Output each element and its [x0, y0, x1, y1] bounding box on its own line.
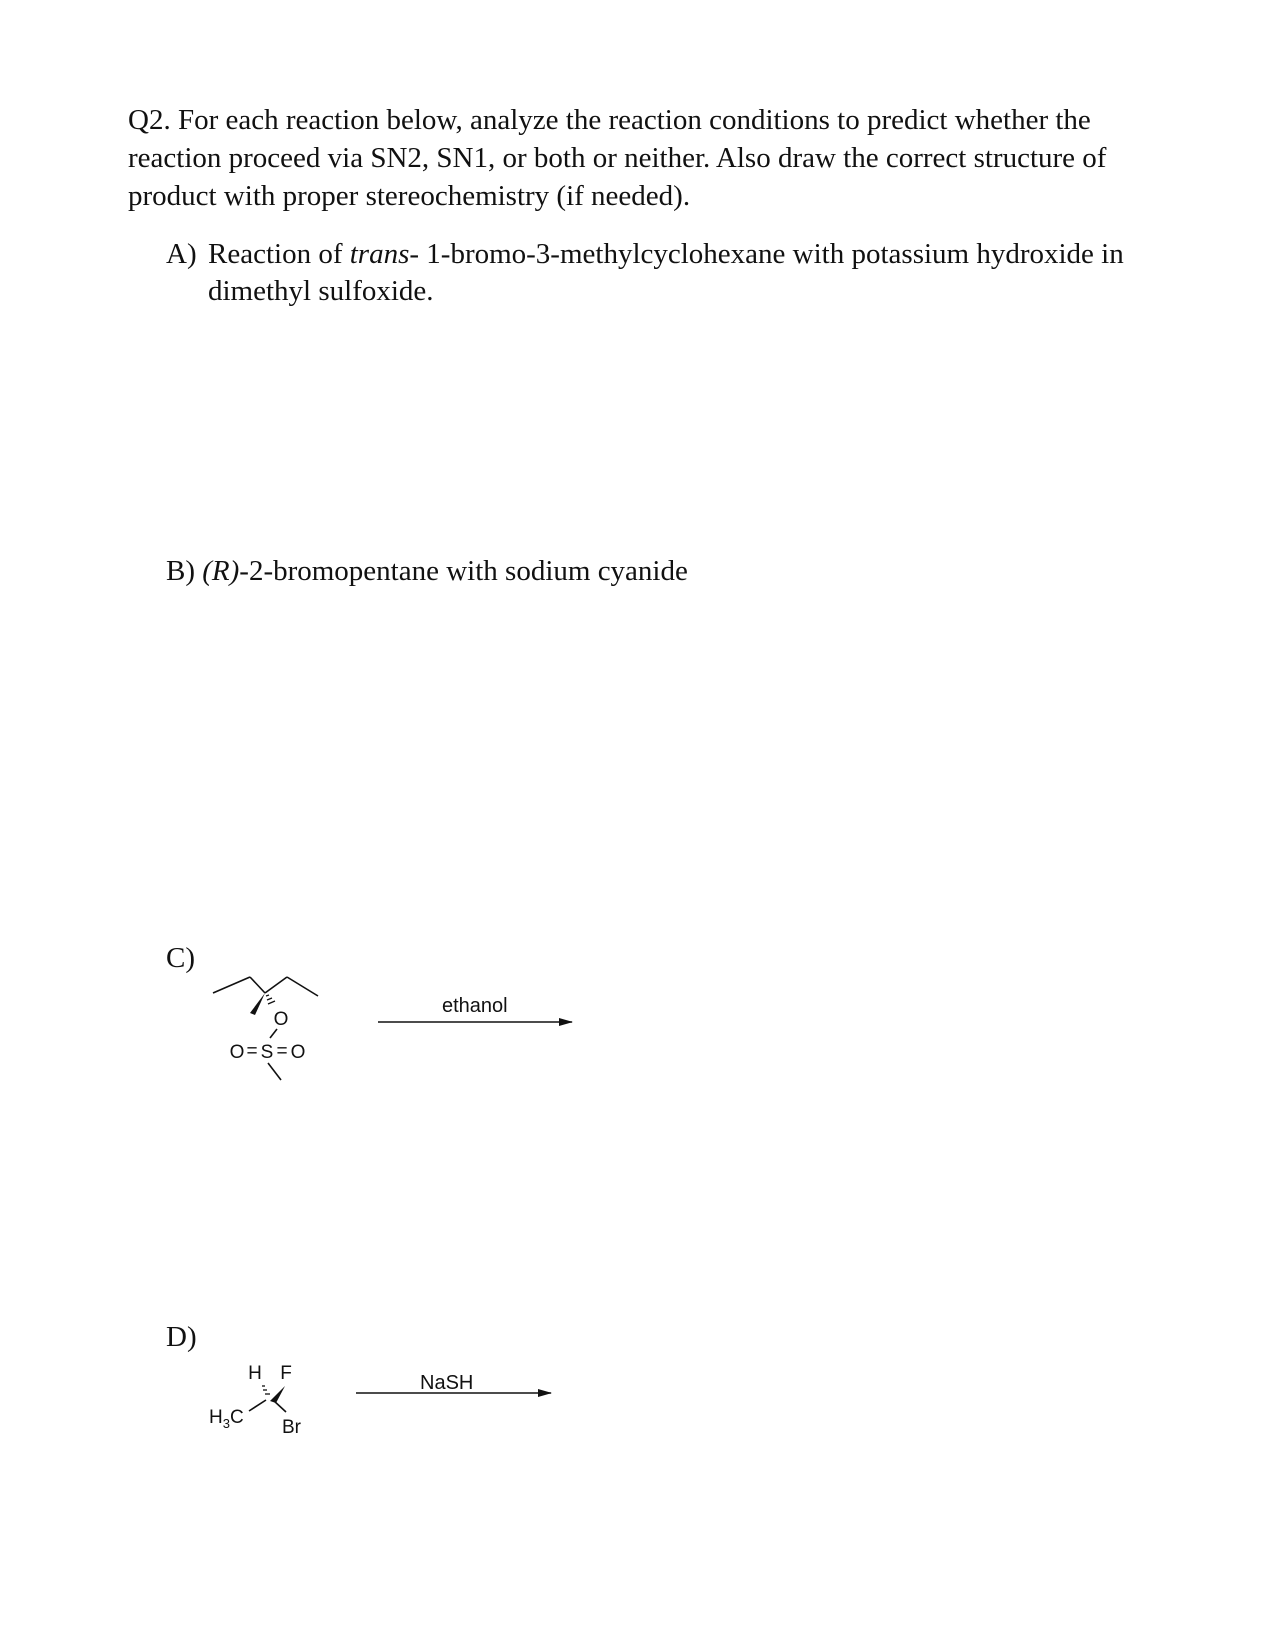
- structure-d: [209, 1363, 302, 1438]
- bond-c-ch2-left: [250, 977, 265, 993]
- atom-s: S: [260, 1042, 274, 1063]
- part-a-text-after: 1-bromo-3-methylcyclohexane with potassium hydroxide in: [426, 238, 1124, 270]
- part-b-text-after: -2-bromopentane with sodium cyanide: [239, 555, 688, 587]
- part-a-text-line2: dimethyl sulfoxide.: [208, 275, 434, 307]
- bond-ch3-c: [249, 1400, 266, 1411]
- bond-c-ch2-right: [265, 977, 287, 993]
- atom-br: Br: [282, 1417, 301, 1438]
- part-a-italic: trans-: [349, 238, 420, 270]
- reagent-d: NaSH: [420, 1372, 474, 1394]
- hashed-bond-d: [262, 1386, 270, 1394]
- part-a-text-before: Reaction of: [208, 238, 343, 270]
- structure-c: [213, 977, 318, 1080]
- bond-eq-left: =: [246, 1041, 258, 1062]
- wedge-bond-c: [250, 993, 265, 1015]
- atom-h: H: [248, 1363, 262, 1384]
- part-c-label: C): [166, 942, 195, 974]
- bond-c-br: [273, 1400, 286, 1412]
- part-b-label: B): [166, 555, 195, 587]
- bond-o-s: [270, 1029, 277, 1038]
- atom-o-right: O: [290, 1042, 306, 1063]
- bond-c-ch3-left: [213, 977, 250, 993]
- atom-f: F: [280, 1363, 292, 1384]
- part-a-label: A): [166, 238, 197, 270]
- atom-o-left: O: [229, 1042, 245, 1063]
- hashed-bond-c: [266, 995, 275, 1004]
- bond-c-ch3-right: [287, 977, 318, 996]
- part-d-label: D): [166, 1321, 197, 1353]
- bond-eq-right: =: [276, 1041, 288, 1062]
- part-b-italic: (R): [202, 555, 240, 587]
- atom-o-top: O: [273, 1009, 289, 1030]
- bond-s-ch3: [268, 1063, 281, 1080]
- atom-h3c: $H_3C$: [209, 1407, 244, 1431]
- question-text: Q2. For each reaction below, analyze the reaction conditions to predict whether the reaction proceed via SN2, SN1, or both or neither. Also draw the correct structure of product with proper stereochemistry (if needed).: [128, 104, 1107, 212]
- reagent-c: ethanol: [442, 995, 508, 1017]
- wedge-bond-d: [270, 1386, 285, 1403]
